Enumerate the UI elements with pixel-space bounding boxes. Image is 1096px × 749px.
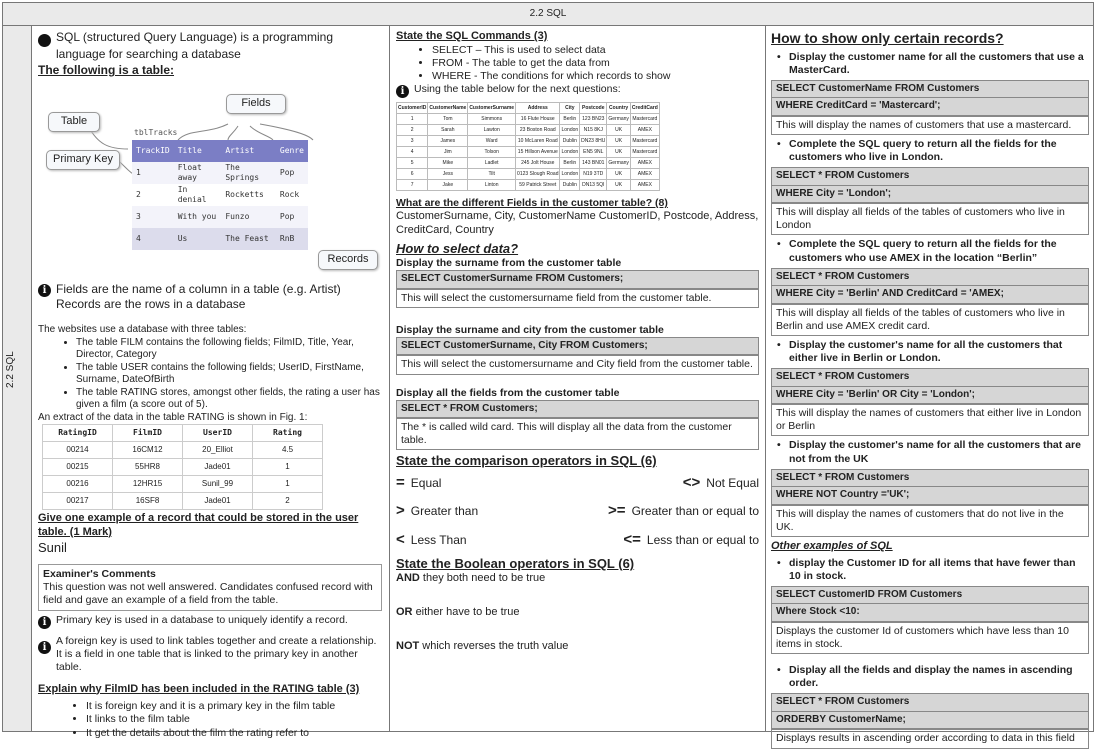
cell: Ladlet (468, 158, 516, 169)
cell: Jade01 (183, 459, 253, 476)
column-3 (765, 26, 1094, 745)
cell: 1 (136, 168, 141, 177)
tracks-row (132, 184, 308, 206)
tracks-diagram (38, 84, 382, 274)
header-cell: CustomerID (397, 103, 428, 114)
list-item: • FROM - The table to get the data from (432, 57, 759, 70)
q6-sql-2: Where Stock <10: (771, 604, 1089, 622)
cell: 245 Jolt House (516, 158, 560, 169)
cell: 7 (397, 180, 428, 191)
explain-question: Explain why FilmID has been included in the RATING table (3) (38, 682, 360, 695)
rating-table (42, 424, 323, 510)
cell: 3 (136, 212, 141, 221)
q1-sql-1: SELECT CustomerName FROM Customers (771, 80, 1089, 99)
certain-records-heading: How to show only certain records? (771, 30, 1004, 46)
cell: 00215 (43, 459, 113, 476)
bool-desc: which reverses the truth value (422, 639, 569, 652)
list-item: • WHERE - The conditions for which records to show (432, 70, 759, 83)
list-item: • It get the details about the film the rating refer to (86, 727, 382, 740)
header-cell: Address (516, 103, 560, 114)
fields-answer: CustomerSurname, City, CustomerName CustomerID, Postcode, Address, CreditCard, Country (396, 210, 759, 236)
cell: 4 (136, 234, 141, 243)
q5-explanation: This will display the names of customers that do not live in the UK. (771, 505, 1089, 537)
rating-header-row (43, 425, 323, 442)
s3-question: Display all the fields from the customer table (396, 386, 620, 399)
bool-keyword: OR (396, 605, 413, 618)
websites-text: The websites use a database with three tables: (38, 324, 247, 335)
list-item: • SELECT – This is used to select data (432, 44, 759, 57)
cell: London (560, 169, 580, 180)
q4-question: • Display the customer's name for all the customers that either live in Berlin or London. (771, 339, 1089, 365)
operator-symbol: > (396, 502, 405, 520)
operator-greater-equal (578, 502, 760, 521)
cell: 12HR15 (113, 476, 183, 493)
header-cell: Postcode (580, 103, 607, 114)
foreign-key-note (38, 635, 382, 674)
cell: 1 (253, 459, 323, 476)
cell: Ward (468, 136, 516, 147)
column-1 (32, 26, 388, 739)
header-cell: CreditCard (630, 103, 659, 114)
operator-label: Greater than or equal to (631, 504, 759, 519)
primary-key-label: Primary Key (46, 150, 120, 170)
s3-sql: SELECT * FROM Customers; (396, 400, 759, 419)
operator-symbol: <= (623, 531, 641, 549)
operators-grid (396, 474, 759, 550)
rating-row (43, 493, 323, 510)
sidebar (2, 26, 32, 732)
s2-sql: SELECT CustomerSurname, City FROM Customers; (396, 337, 759, 356)
table-name: tblTracks (134, 128, 178, 137)
cell: Float away (177, 163, 202, 182)
q7-sql-1: SELECT * FROM Customers (771, 693, 1089, 712)
q3-sql-2: WHERE City = 'Berlin' AND CreditCard = 'AMEX; (771, 286, 1089, 304)
table-label: Table (48, 112, 100, 132)
cell: 4.5 (253, 442, 323, 459)
list-item: • It is foreign key and it is a primary key in the film table (86, 700, 382, 713)
header-cell: CustomerName (428, 103, 468, 114)
state-commands-heading: State the SQL Commands (3) (396, 30, 548, 42)
operator-symbol: = (396, 473, 405, 491)
q7-sql-2: ORDERBY CustomerName; (771, 712, 1089, 730)
cell: The Springs (225, 163, 260, 182)
cell: Tolson (468, 147, 516, 158)
list-item: • The table RATING stores, amongst other fields, the rating a user has given a film (a score out of 5). (76, 387, 382, 412)
cell: Linton (468, 180, 516, 191)
info-icon: i (396, 85, 409, 98)
q2-sql-1: SELECT * FROM Customers (771, 167, 1089, 186)
select-heading: How to select data? (396, 240, 519, 256)
cell: 55HR8 (113, 459, 183, 476)
header-cell: FilmID (113, 425, 183, 442)
q2-question: • Complete the SQL query to return all the fields for the customers who live in London. (771, 138, 1089, 164)
exam-title: Examiner's Comments (43, 567, 156, 580)
records-info: Records are the rows in a database (56, 297, 246, 311)
header-cell: City (560, 103, 580, 114)
cell: 6 (397, 169, 428, 180)
customer-row (397, 180, 660, 191)
cell: 00214 (43, 442, 113, 459)
s1-explanation: This will select the customersurname field from the customer table. (396, 289, 759, 308)
q5-sql-1: SELECT * FROM Customers (771, 469, 1089, 488)
list-item: • The table FILM contains the following fields; FilmID, Title, Year, Director, Category (76, 337, 382, 362)
cell: 1 (397, 114, 428, 125)
cell: UK (607, 136, 631, 147)
operator-label: Less than or equal to (646, 533, 759, 548)
cell: Mike (428, 158, 468, 169)
q6-sql-1: SELECT CustomerID FROM Customers (771, 586, 1089, 605)
cell: N19 3TD (580, 169, 607, 180)
q3-sql-1: SELECT * FROM Customers (771, 268, 1089, 287)
cell: EN5 9NL (580, 147, 607, 158)
cell: Berlin (560, 114, 580, 125)
cell: 0123 Slough Road (516, 169, 560, 180)
extract-text: An extract of the data in the table RATING is shown in Fig. 1: (38, 411, 308, 423)
intro-note (33, 30, 382, 62)
q3-question: • Complete the SQL query to return all the fields for the customers who use AMEX in the location “Berlin” (771, 238, 1089, 264)
cell: 16 Flute House (516, 114, 560, 125)
list-item: • The table USER contains the following fields; UserID, FirstName, Surname, DateOfBirth (76, 362, 382, 387)
records-label: Records (318, 250, 378, 270)
bool-not (396, 640, 759, 654)
customer-header-row (397, 103, 660, 114)
tracks-row (132, 228, 308, 250)
record-answer: Sunil (38, 539, 67, 555)
operator-label: Greater than (410, 504, 479, 519)
cell: Mastercard (630, 147, 659, 158)
cell: Jim (428, 147, 468, 158)
q2-explanation: This will display all fields of the tables of customers who live in London (771, 203, 1089, 235)
cell: 00216 (43, 476, 113, 493)
customer-row (397, 158, 660, 169)
cell: Sarah (428, 125, 468, 136)
cell: Mastercard (630, 114, 659, 125)
fields-records-note (38, 282, 382, 312)
cell: Rock (279, 190, 300, 199)
cell: 10 McLaren Road (516, 136, 560, 147)
q3-explanation: This will display all fields of the tables of customers who live in Berlin and use AMEX credit card. (771, 304, 1089, 336)
q4-sql-2: WHERE City = 'Berlin' OR City = 'London'; (771, 387, 1089, 405)
bool-and (396, 572, 759, 586)
rating-row (43, 476, 323, 493)
fields-question: What are the different Fields in the customer table? (8) (396, 197, 668, 210)
tracks-header-cell: Title (177, 146, 202, 155)
bool-or (396, 606, 759, 620)
s1-sql: SELECT CustomerSurname FROM Customers; (396, 270, 759, 289)
cell: Jake (428, 180, 468, 191)
tracks-header-cell: Genre (279, 146, 304, 155)
tracks-table (132, 140, 308, 250)
exam-text: This question was not well answered. Candidates confused record with field and gave an example of a field from the table. (43, 580, 373, 606)
cell: The Feast (225, 234, 269, 243)
commands-list (396, 44, 759, 83)
operator-label: Less Than (410, 533, 467, 548)
q7-explanation: Displays results in ascending order according to data in this field (771, 729, 1089, 748)
s2-question: Display the surname and city from the customer table (396, 323, 664, 336)
examiner-comments (38, 564, 382, 611)
cell: 1 (253, 476, 323, 493)
cell: 4 (397, 147, 428, 158)
cell: James (428, 136, 468, 147)
other-examples-heading: Other examples of SQL (771, 539, 893, 552)
header-cell: Country (607, 103, 631, 114)
cell: London (560, 125, 580, 136)
customer-row (397, 147, 660, 158)
fields-label: Fields (226, 94, 286, 114)
cell: London (560, 147, 580, 158)
customer-row (397, 125, 660, 136)
following-heading: The following is a table: (38, 63, 175, 77)
tables-list (38, 337, 382, 412)
cell: Germany (607, 158, 631, 169)
cell: Sunil_99 (183, 476, 253, 493)
customer-row (397, 114, 660, 125)
content-area (32, 26, 1094, 745)
cell: Lawton (468, 125, 516, 136)
operator-not-equal (578, 474, 760, 493)
cell: Mastercard (630, 136, 659, 147)
cell: 123 BN23 (580, 114, 607, 125)
boolean-heading: State the Boolean operators in SQL (6) (396, 555, 635, 571)
s3-explanation: The * is called wild card. This will display all the data from the customer table. (396, 418, 759, 450)
tracks-header-cell: TrackID (136, 146, 170, 155)
tracks-row (132, 162, 308, 184)
cell: Germany (607, 114, 631, 125)
cell: With you (177, 212, 217, 221)
q7-question: • Display all the fields and display the names in ascending order. (771, 664, 1089, 690)
cell: DN23 8HU (580, 136, 607, 147)
s2-explanation: This will select the customersurname and City field from the customer table. (396, 355, 759, 374)
cell: Jess (428, 169, 468, 180)
s1-question: Display the surname from the customer table (396, 257, 622, 269)
cell: Pop (279, 168, 295, 177)
operator-label: Equal (410, 475, 442, 490)
q1-sql-2: WHERE CreditCard = 'Mastercard'; (771, 98, 1089, 116)
operator-equal (396, 474, 578, 493)
customer-table (396, 102, 660, 191)
operator-symbol: >= (608, 502, 626, 520)
customer-row (397, 136, 660, 147)
operator-label: Not Equal (706, 475, 759, 490)
cell: Funzo (225, 212, 250, 221)
bool-keyword: AND (396, 572, 420, 585)
cell: Dublin (560, 136, 580, 147)
cell: Rocketts (225, 190, 264, 199)
cell: 00217 (43, 493, 113, 510)
page-header: 2.2 SQL (2, 2, 1094, 26)
cell: 20_Elliot (183, 442, 253, 459)
cell: 15 Hillson Avenue (516, 147, 560, 158)
q1-explanation: This will display the names of customers that use a mastercard. (771, 116, 1089, 135)
cell: 2 (253, 493, 323, 510)
use-table-text: Using the table below for the next questions: (414, 83, 621, 96)
cell: Simmons (468, 114, 516, 125)
cell: 16CM12 (113, 442, 183, 459)
bool-desc: they both need to be true (422, 572, 546, 585)
q4-sql-1: SELECT * FROM Customers (771, 368, 1089, 387)
intro-text: SQL (structured Query Language) is a programming language for searching a database (56, 30, 334, 61)
cell: UK (607, 125, 631, 136)
header-cell: CustomerSurname (468, 103, 516, 114)
header-cell: UserID (183, 425, 253, 442)
q4-explanation: This will display the names of customers that either live in London or Berlin (771, 404, 1089, 436)
cell: UK (607, 169, 631, 180)
cell: UK (607, 180, 631, 191)
tracks-header-row (132, 140, 308, 162)
cell: 16SF8 (113, 493, 183, 510)
info-icon: i (38, 284, 51, 297)
cell: Jade01 (183, 493, 253, 510)
column-2 (389, 26, 765, 731)
cell: 23 Boston Road (516, 125, 560, 136)
foreign-key-text: A foreign key is used to link tables together and create a relationship. It is a field in one table that is linked to the primary key in another table. (56, 635, 377, 674)
q5-sql-2: WHERE NOT Country ='UK'; (771, 487, 1089, 505)
tracks-header-cell: Artist (225, 146, 255, 155)
customer-row (397, 169, 660, 180)
header-cell: RatingID (43, 425, 113, 442)
cell: 59 Patrick Street (516, 180, 560, 191)
cell: 5 (397, 158, 428, 169)
rating-row (43, 459, 323, 476)
bool-keyword: NOT (396, 639, 420, 652)
list-item: • It links to the film table (86, 713, 382, 726)
info-icon: i (38, 641, 51, 654)
record-question: Give one example of a record that could be stored in the user table. (1 Mark) (38, 512, 359, 538)
info-icon: i (38, 616, 51, 629)
info-icon: i (38, 34, 51, 47)
cell: Tom (428, 114, 468, 125)
cell: AMEX (630, 125, 659, 136)
q1-question: • Display the customer name for all the customers that use a MasterCard. (771, 51, 1089, 77)
rating-row (43, 442, 323, 459)
fields-info: Fields are the name of a column in a table (e.g. Artist) (56, 282, 341, 296)
header-cell: Rating (253, 425, 323, 442)
operator-less-equal (578, 531, 760, 550)
explain-list (38, 700, 382, 739)
cell: 3 (397, 136, 428, 147)
cell: AMEX (630, 169, 659, 180)
tracks-row (132, 206, 308, 228)
sidebar-label: 2.2 SQL (5, 351, 16, 388)
cell: AMEX (630, 158, 659, 169)
operator-symbol: <> (682, 473, 701, 491)
cell: Tilt (468, 169, 516, 180)
cell: 2 (397, 125, 428, 136)
operator-symbol: < (396, 531, 405, 549)
q5-question: • Display the customer's name for all the customers that are not from the UK (771, 439, 1089, 465)
cell: Berlin (560, 158, 580, 169)
cell: Us (177, 234, 188, 243)
cell: Pop (279, 212, 295, 221)
cell: UK (607, 147, 631, 158)
bool-desc: either have to be true (415, 605, 520, 618)
cell: In denial (177, 185, 207, 204)
comparison-heading: State the comparison operators in SQL (6) (396, 453, 657, 469)
cell: AMEX (630, 180, 659, 191)
primary-key-text: Primary key is used in a database to uniquely identify a record. (56, 614, 348, 627)
use-table-note (396, 83, 759, 98)
cell: N15 8KJ (580, 125, 607, 136)
operator-greater (396, 502, 578, 521)
cell: DN13 5QI (580, 180, 607, 191)
q6-question: • display the Customer ID for all items that have fewer than 10 in stock. (771, 557, 1089, 583)
q2-sql-2: WHERE City = 'London'; (771, 186, 1089, 204)
cell: 143 BN01 (580, 158, 607, 169)
primary-key-note (38, 614, 382, 629)
operator-less (396, 531, 578, 550)
cell: RnB (279, 234, 295, 243)
cell: Dublin (560, 180, 580, 191)
cell: 2 (136, 190, 141, 199)
q6-explanation: Displays the customer Id of customers which have less than 10 items in stock. (771, 622, 1089, 654)
